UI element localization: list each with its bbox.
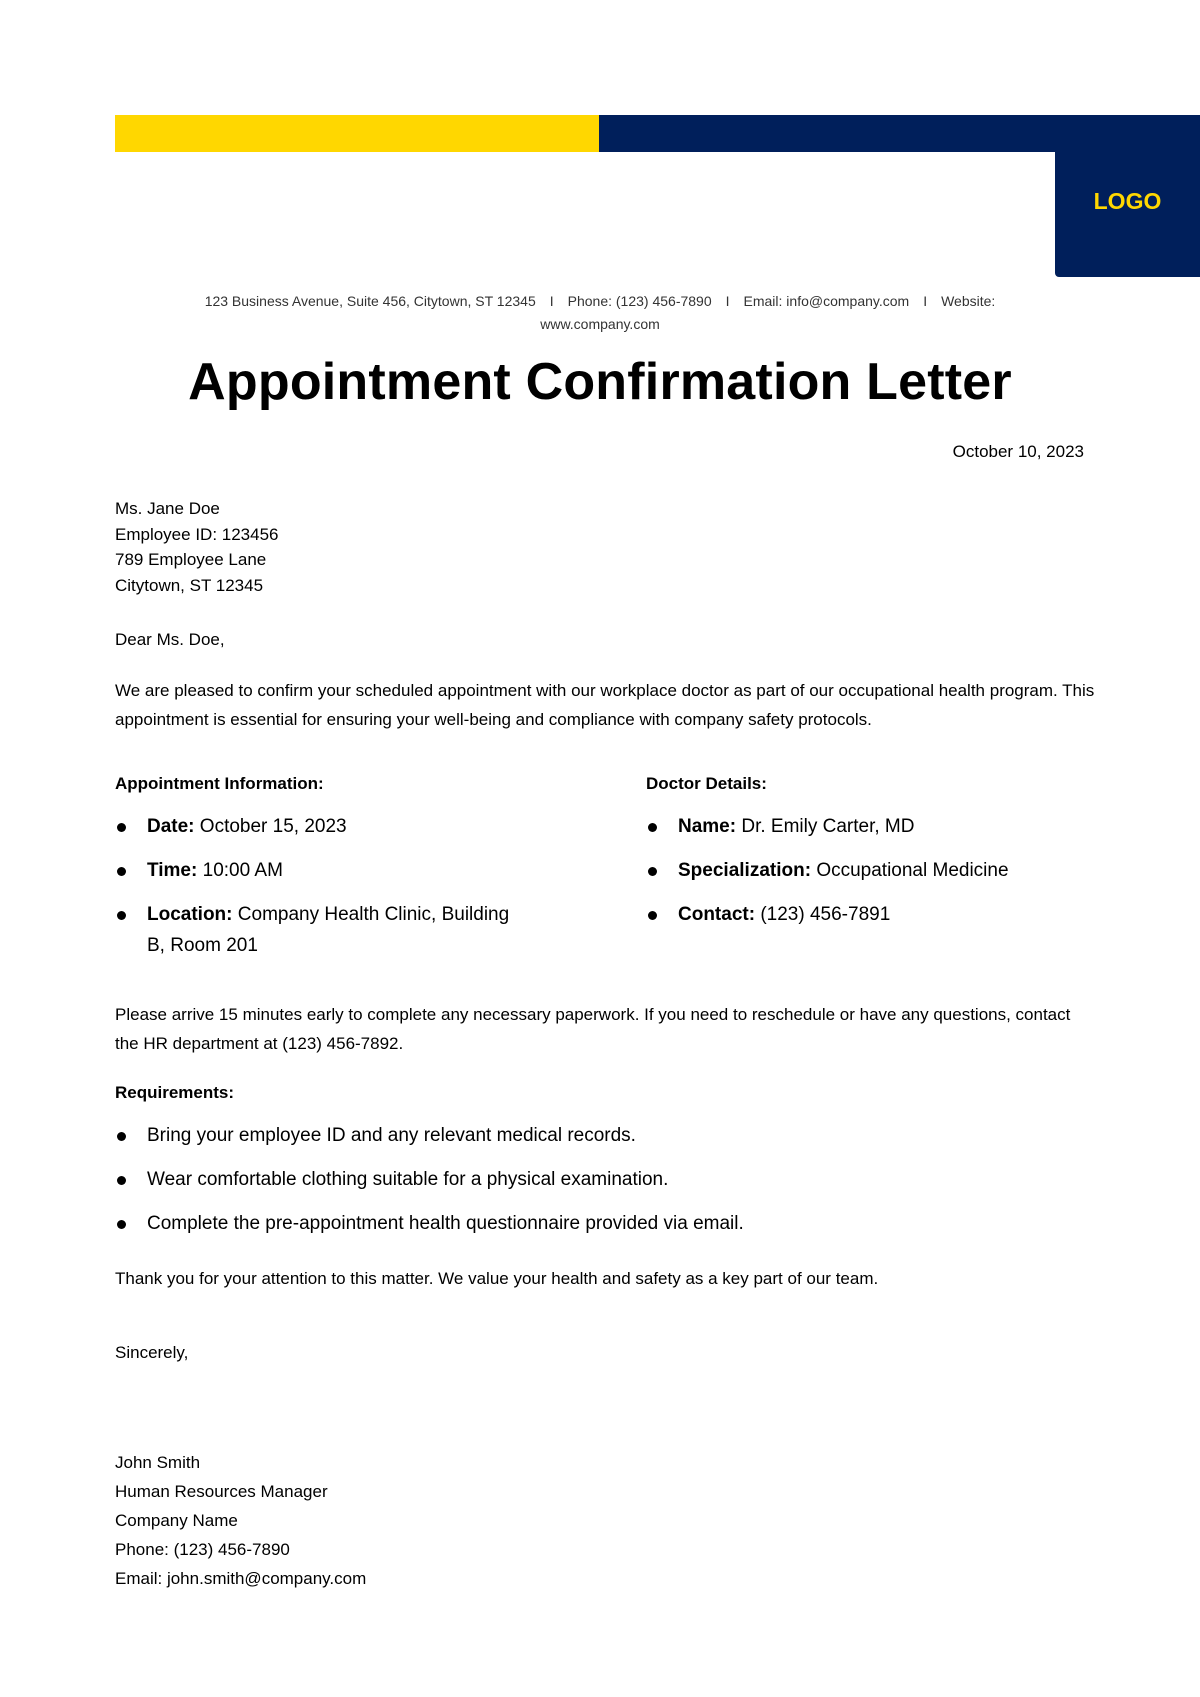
- separator: I: [549, 293, 554, 309]
- page-title: Appointment Confirmation Letter: [188, 353, 1012, 411]
- company-phone: Phone: (123) 456-7890: [567, 293, 712, 309]
- recipient-name: Ms. Jane Doe: [115, 499, 220, 518]
- item-value: Occupational Medicine: [816, 860, 1009, 881]
- doctor-details-item: [646, 899, 1126, 930]
- signer-company: Company Name: [115, 1511, 238, 1530]
- signer-email: Email: john.smith@company.com: [115, 1569, 367, 1588]
- appointment-info-item: [115, 855, 595, 886]
- recipient-street: 789 Employee Lane: [115, 550, 267, 569]
- letter-date: October 10, 2023: [952, 442, 1084, 461]
- item-label: Contact:: [678, 904, 756, 925]
- company-address: 123 Business Avenue, Suite 456, Citytown, ST 12345: [204, 293, 536, 309]
- item-label: Time:: [147, 860, 198, 881]
- doctor-details-item: [646, 811, 1126, 842]
- salutation: Dear Ms. Doe,: [115, 630, 225, 649]
- logo-text: LOGO: [1093, 187, 1162, 214]
- doctor-details-section: [646, 772, 1126, 943]
- recipient-employee-id: Employee ID: 123456: [115, 524, 279, 544]
- requirement-item: Wear comfortable clothing suitable for a physical examination.: [115, 1164, 1095, 1195]
- intro-paragraph: We are pleased to confirm your scheduled appointment with our workplace doctor as part of our occupational health program. This appointment is essential for ensuring your well-being and compliance with company safety protocols.: [115, 681, 1095, 729]
- item-value: Dr. Emily Carter, MD: [741, 816, 915, 837]
- separator: I: [923, 293, 928, 309]
- appointment-info-heading: Appointment Information:: [115, 774, 324, 793]
- separator: I: [725, 293, 730, 309]
- company-contact-line: [180, 290, 1020, 336]
- item-label: Name:: [678, 816, 737, 837]
- doctor-details-heading: Doctor Details:: [646, 774, 767, 793]
- item-label: Date:: [147, 816, 195, 837]
- arrival-paragraph: Please arrive 15 minutes early to complete any necessary paperwork. If you need to reschedule or have any questions, contact the HR department at (123) 456-7892.: [115, 1005, 1071, 1053]
- appointment-info-section: [115, 772, 595, 974]
- company-website: www.company.com: [540, 316, 660, 332]
- requirements-list: [115, 1120, 1095, 1252]
- recipient-address: [115, 496, 279, 598]
- item-label: Specialization:: [678, 860, 812, 881]
- appointment-info-item: [115, 811, 595, 842]
- appointment-info-item: [115, 899, 527, 961]
- recipient-city: Citytown, ST 12345: [115, 575, 264, 595]
- signature-block: [115, 1448, 366, 1593]
- signer-name: John Smith: [115, 1453, 201, 1472]
- requirement-item: Bring your employee ID and any relevant medical records.: [115, 1120, 1095, 1151]
- signer-phone: Phone: (123) 456-7890: [115, 1540, 290, 1559]
- logo-box: [1055, 115, 1200, 277]
- item-value: Company Health Clinic, Building B, Room 201: [147, 904, 510, 956]
- item-label: Location:: [147, 904, 233, 925]
- item-value: (123) 456-7891: [760, 904, 891, 925]
- signer-title: Human Resources Manager: [115, 1482, 328, 1501]
- company-email: Email: info@company.com: [743, 293, 910, 309]
- header-accent-bar-yellow: [115, 115, 599, 152]
- closing: Sincerely,: [115, 1343, 189, 1362]
- doctor-details-item: [646, 855, 1126, 886]
- item-value: 10:00 AM: [202, 860, 283, 881]
- item-value: October 15, 2023: [199, 816, 347, 837]
- thanks-paragraph: Thank you for your attention to this matter. We value your health and safety as a key part of our team.: [115, 1269, 879, 1288]
- requirements-heading: Requirements:: [115, 1083, 235, 1102]
- requirement-item: Complete the pre-appointment health questionnaire provided via email.: [115, 1208, 1095, 1239]
- company-website-label: Website:: [941, 293, 996, 309]
